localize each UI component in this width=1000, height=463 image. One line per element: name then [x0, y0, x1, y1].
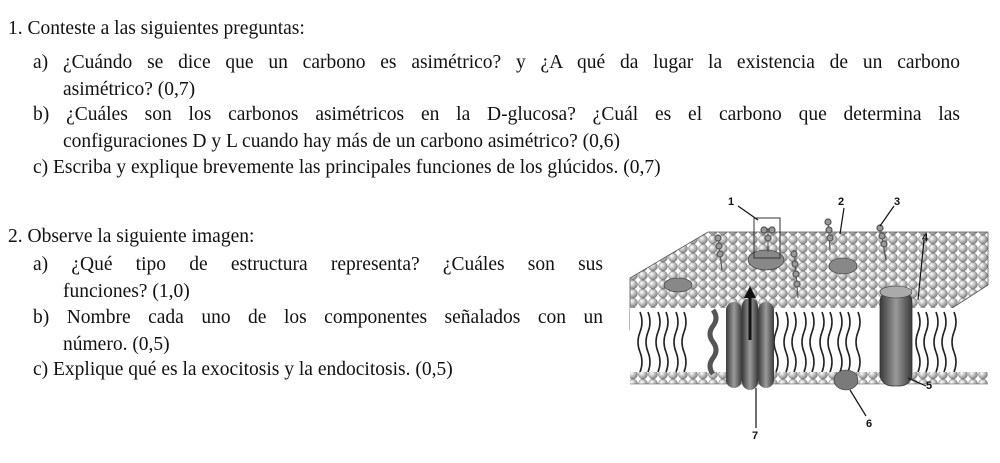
question-1a-line-1: a) ¿Cuándo se dice que un carbono es asimétrico? y ¿A qué da lugar la existencia de un carbono — [33, 52, 960, 73]
figure-label-5: 5 — [926, 380, 933, 392]
surface-protein-1 — [748, 250, 784, 270]
question-2b-line-1: b) Nombre cada uno de los componentes señalados con un — [33, 307, 603, 328]
question-2c-line-1: c) Explique qué es la exocitosis y la endocitosis. (0,5) — [33, 359, 453, 380]
figure-label-2: 2 — [838, 196, 845, 208]
figure-label-6: 6 — [866, 418, 873, 430]
bilayer-bottom-heads — [630, 372, 988, 384]
figure-label-4: 4 — [922, 232, 929, 244]
figure-label-1: 1 — [728, 196, 735, 208]
question-2a-line-2: funciones? (1,0) — [63, 281, 190, 302]
integral-protein — [880, 290, 912, 386]
figure-label-7: 7 — [752, 430, 759, 442]
membrane-illustration — [618, 190, 1000, 458]
question-2a-line-1: a) ¿Qué tipo de estructura representa? ¿Cuáles son sus — [33, 254, 603, 275]
question-1b-line-1: b) ¿Cuáles son los carbonos asimétricos en la D-glucosa? ¿Cuál es el carbono que determina las — [33, 104, 960, 125]
question-2b-line-2: número. (0,5) — [63, 334, 170, 355]
question-1b-line-2: configuraciones D y L cuando hay más de un carbono asimétrico? (0,6) — [63, 131, 620, 152]
question-2-title: 2. Observe la siguiente imagen: — [8, 226, 255, 247]
surface-protein-3 — [664, 278, 692, 292]
cell-membrane-figure — [618, 190, 1000, 458]
question-1c-line-1: c) Escriba y explique brevemente las principales funciones de los glúcidos. (0,7) — [33, 157, 661, 178]
figure-label-3: 3 — [894, 196, 901, 208]
peripheral-protein — [834, 370, 858, 390]
question-1-title: 1. Conteste a las siguientes preguntas: — [8, 18, 305, 39]
surface-protein-2 — [829, 258, 857, 274]
question-1a-line-2: asimétrico? (0,7) — [63, 79, 196, 100]
